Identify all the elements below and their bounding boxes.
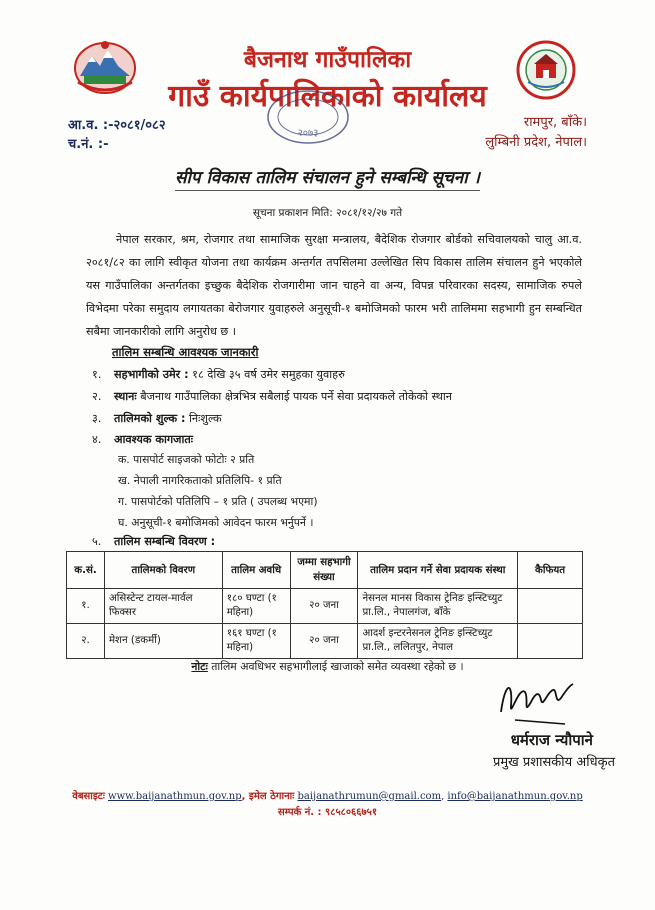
office-stamp-icon	[262, 86, 354, 148]
detail-item-fee: ३. तालिमको शुल्क : निःशुल्क	[92, 412, 222, 425]
cell-description: असिस्टेन्ट टायल-मार्वल फिक्सर	[104, 589, 222, 624]
col-header-participants: जम्मा सहभागी संख्या	[290, 552, 358, 589]
cell-participants: २० जना	[290, 589, 358, 624]
table-row	[67, 589, 583, 624]
document-item: ग. पासपोर्टको पतिलिपि – १ प्रति ( उपलब्ध भएमा)	[118, 495, 318, 508]
cell-provider: नेसनल मानस विकास ट्रेनिङ इन्स्टिच्युट प्रा.लि., नेपालगंज, बाँके	[358, 589, 518, 624]
cell-remarks	[518, 589, 583, 624]
cell-participants: २० जना	[290, 624, 358, 659]
stamp-year: २०७३	[297, 128, 319, 139]
table-header-row	[67, 552, 583, 589]
document-item: क. पासपोर्ट साइजको फोटोः २ प्रति	[118, 453, 255, 466]
publication-date: सूचना प्रकाशन मिति: २०८१/१२/२७ गते	[252, 207, 403, 219]
footer-phone: सम्पर्क नं. : ९८५८०६६७५१	[277, 807, 378, 818]
col-header-remarks: कैफियत	[518, 552, 583, 589]
cell-sn: १.	[67, 589, 105, 624]
col-header-provider: तालिम प्रदान गर्ने सेवा प्रदायक संस्था	[358, 552, 518, 589]
cell-sn: २.	[67, 624, 105, 659]
training-table	[66, 551, 583, 659]
office-name: गाउँ कार्यपालिकाको कार्यालय	[168, 79, 487, 114]
email-separator: ,	[441, 791, 448, 802]
footer-contacts	[0, 788, 655, 802]
document-item: ख. नेपाली नागरिकताको प्रतिलिपि- १ प्रति	[118, 474, 282, 487]
detail-item-age: १. सहभागीको उमेर : १८ देखि ३५ वर्ष उमेर समुहका युवाहरु	[92, 368, 345, 381]
email-link-1[interactable]: baijanathrumun@gmail.com	[297, 791, 442, 802]
detail-item-documents: ४. आवश्यक कागजातः	[92, 433, 194, 446]
signatory-name: धर्मराज न्यौपाने	[510, 731, 593, 749]
col-header-description: तालिमको विवरण	[104, 552, 222, 589]
website-label: वेबसाइटः	[72, 791, 105, 802]
cell-remarks	[518, 624, 583, 659]
notice-body: नेपाल सरकार, श्रम, रोजगार तथा सामाजिक सुरक्षा मन्त्रालय, बैदेशिक रोजगार बोर्डको सचिवालयको चालु आ.व. २०८१/८२ का लागि स्वीकृत योजना तथा कार्यक्रम अन्तर्गत तपसिलमा उल्लेखित सिप विकास तालिम संचालन हुने भएकोले यस गाउँपालिका अन्तर्गतका इच्छुक बैदेशिक रोजगारीमा जान चाहने वा अन्य, विपन्न परिवारका सदस्य, सामाजिक रुपले विभेदमा परेका समुदाय लगायतका बेरोजगार युवाहरुले अनुसूची-१ बमोजिमको फारम भरी तालिममा सहभागी हुन सम्बन्धित सबैमा जानकारीको लागि अनुरोध छ ।	[86, 233, 582, 338]
document-item: घ. अनुसूची-१ बमोजिमको आवेदन फारम भर्नुपर्ने ।	[118, 516, 314, 529]
col-header-duration: तालिम अवधि	[222, 552, 290, 589]
website-link[interactable]: www.baijanathmun.gov.np	[108, 791, 242, 802]
col-header-sn: क.सं.	[67, 552, 105, 589]
cell-provider: आदर्श इन्टरनेसनल ट्रेनिङ इन्स्टिच्युट प्रा.लि., ललितपुर, नेपाल	[358, 624, 518, 659]
notice-title: सीप विकास तालिम संचालन हुने सम्बन्धि सूचना ।	[175, 168, 480, 188]
signatory-title: प्रमुख प्रशासकीय अधिकृत	[492, 755, 615, 770]
details-heading: तालिम सम्बन्धि आवश्यक जानकारी	[112, 345, 259, 359]
signature-icon	[495, 672, 585, 730]
title-underline	[175, 190, 480, 191]
note-text: तालिम अवधिभर सहभागीलाई खाजाको समेत व्यवस्था रहेको छ ।	[207, 660, 464, 673]
municipality-name: बैजनाथ गाउँपालिका	[243, 47, 412, 73]
address-line-2: लुम्बिनी प्रदेश, नेपाल।	[485, 135, 587, 150]
cell-duration: १८० घण्टा (१ महिना)	[222, 589, 290, 624]
fiscal-year: आ.व. :-२०८१/०८२	[68, 118, 166, 133]
detail-item-location: २. स्थानः बैजनाथ गाउँपालिका क्षेत्रभित्र सबैलाई पायक पर्ने सेवा प्रदायकले तोकेको स्थान	[92, 390, 452, 403]
cell-duration: १६१ घण्टा (१ महिना)	[222, 624, 290, 659]
cell-description: मेशन (डकर्मी)	[104, 624, 222, 659]
address-line-1: रामपुर, बाँके।	[523, 115, 587, 130]
email-link-2[interactable]: info@baijanathmun.gov.np	[447, 791, 583, 802]
note-label: नोटः	[191, 660, 208, 673]
detail-item-training-details: ५. तालिम सम्बन्धि विवरण :	[92, 535, 216, 548]
table-row	[67, 624, 583, 659]
email-label: , इमेल ठेगानाः	[241, 791, 295, 802]
dispatch-number: च.नं. :-	[68, 137, 109, 152]
